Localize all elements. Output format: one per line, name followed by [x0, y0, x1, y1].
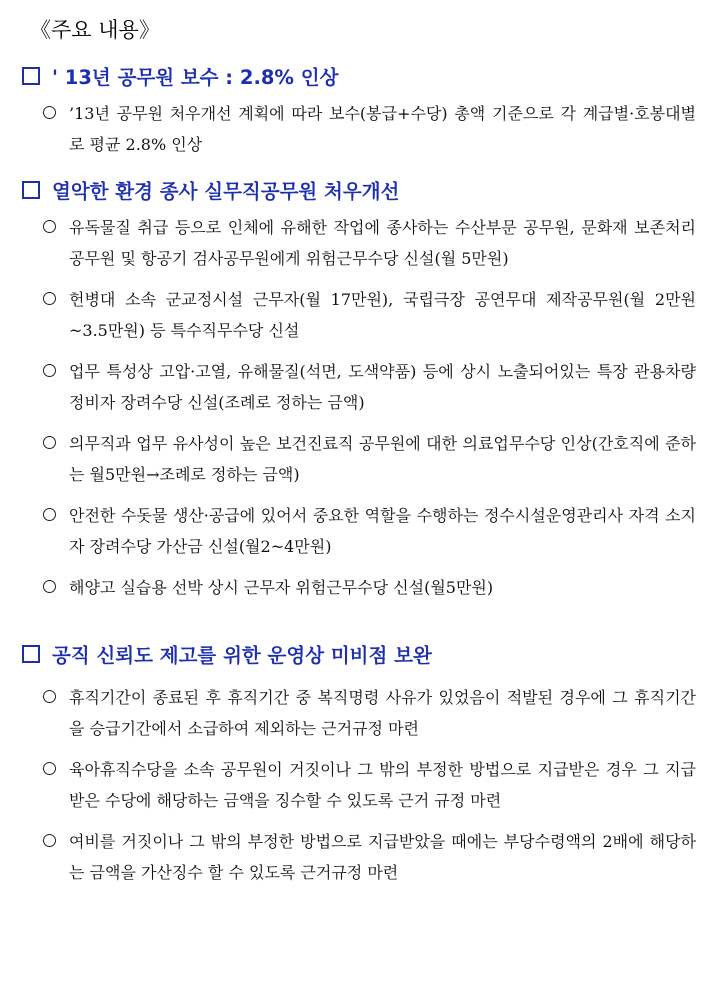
section-pay-raise — [22, 62, 696, 160]
list-item-text: 여비를 거짓이나 그 밖의 부정한 방법으로 지급받았을 때에는 부당수령액의 2배에 해당하는 금액을 가산징수 할 수 있도록 근거규정 마련 — [69, 832, 696, 882]
list-item-text: 해양고 실습용 선박 상시 근무자 위험근무수당 신설(월5만원) — [69, 578, 494, 597]
list-item — [22, 284, 696, 346]
page-heading: 《주요 내용》 — [30, 18, 160, 42]
section-title-text: 공직 신뢰도 제고를 위한 운영상 미비점 보완 — [52, 644, 432, 667]
list-item-text: 휴직기간이 종료된 후 휴직기간 중 복직명령 사유가 있었음이 적발된 경우에 그 휴직기간을 승급기간에서 소급하여 제외하는 근거규정 마련 — [69, 688, 696, 738]
circle-bullet-icon — [43, 834, 56, 847]
list-item-text: 헌병대 소속 군교정시설 근무자(월 17만원), 국립극장 공연무대 제작공무원(월 2만원~3.5만원) 등 특수직무수당 신설 — [69, 290, 696, 340]
section-trust-improvement — [22, 640, 696, 888]
section-title — [22, 62, 696, 90]
section-working-conditions — [22, 176, 696, 603]
circle-bullet-icon — [43, 690, 56, 703]
section-title — [22, 640, 696, 668]
section-title — [22, 176, 696, 204]
list-item — [22, 356, 696, 418]
list-item-text: 업무 특성상 고압·고열, 유해물질(석면, 도색약품) 등에 상시 노출되어있는 특장 관용차량 정비자 장려수당 신설(조례로 정하는 금액) — [69, 362, 696, 412]
list-item — [22, 572, 696, 603]
checkbox-square-icon — [22, 181, 40, 199]
list-item-text: 안전한 수돗물 생산·공급에 있어서 중요한 역할을 수행하는 정수시설운영관리사 자격 소지자 장려수당 가산금 신설(월2~4만원) — [69, 506, 696, 556]
section-title-text: ' 13년 공무원 보수 : 2.8% 인상 — [52, 66, 339, 89]
checkbox-square-icon — [22, 645, 40, 663]
list-item — [22, 212, 696, 274]
list-item — [22, 428, 696, 490]
section-title-text: 열악한 환경 종사 실무직공무원 처우개선 — [52, 180, 400, 203]
circle-bullet-icon — [43, 292, 56, 305]
circle-bullet-icon — [43, 364, 56, 377]
list-item-text: 육아휴직수당을 소속 공무원이 거짓이나 그 밖의 부정한 방법으로 지급받은 경우 그 지급받은 수당에 해당하는 금액을 징수할 수 있도록 근거 규정 마련 — [69, 760, 696, 810]
list-item-text: 유독물질 취급 등으로 인체에 유해한 작업에 종사하는 수산부문 공무원, 문화재 보존처리공무원 및 항공기 검사공무원에게 위험근무수당 신설(월 5만원) — [69, 218, 696, 268]
circle-bullet-icon — [43, 220, 56, 233]
circle-bullet-icon — [43, 580, 56, 593]
list-item — [22, 754, 696, 816]
list-item — [22, 682, 696, 744]
circle-bullet-icon — [43, 106, 56, 119]
list-item — [22, 500, 696, 562]
circle-bullet-icon — [43, 436, 56, 449]
list-item — [22, 98, 696, 160]
list-item-text: 의무직과 업무 유사성이 높은 보건진료직 공무원에 대한 의료업무수당 인상(간호직에 준하는 월5만원→조례로 정하는 금액) — [69, 434, 696, 484]
circle-bullet-icon — [43, 508, 56, 521]
list-item — [22, 826, 696, 888]
circle-bullet-icon — [43, 762, 56, 775]
list-item-text: ’13년 공무원 처우개선 계획에 따라 보수(봉급+수당) 총액 기준으로 각 계급별·호봉대별로 평균 2.8% 인상 — [69, 104, 696, 154]
checkbox-square-icon — [22, 67, 40, 85]
